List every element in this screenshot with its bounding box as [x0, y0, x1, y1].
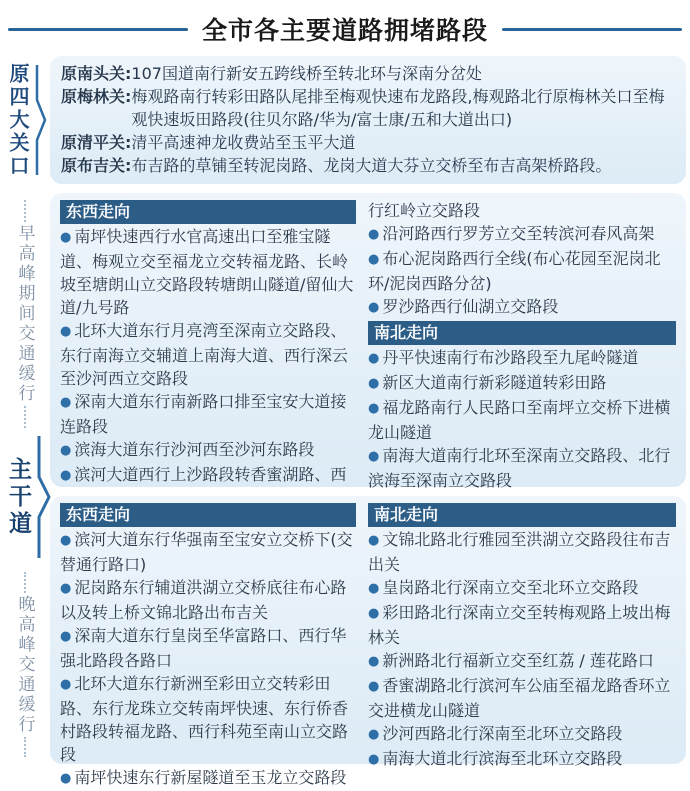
gate-text: 107国道南行新安五跨线桥至转北环与深南分岔处: [131, 64, 482, 83]
road-item: ● 香蜜湖路北行滨河车公庙至福龙路香环立交进横龙山隧道: [368, 674, 676, 722]
road-item: ● 滨河大道西行上沙路段转香蜜湖路、西: [60, 463, 356, 488]
road-item: ● 布心泥岗路西行全线(布心花园至泥岗北环/泥岗西路分岔): [368, 247, 676, 295]
gate-label: 原南头关:: [61, 64, 132, 83]
road-item: ● 沿河路西行罗芳立交至转滨河春风高架: [368, 222, 676, 247]
rail-morning-group: [0, 200, 50, 428]
evening-rail-label: 晚高峰交通缓行: [14, 594, 35, 735]
arterial-rail-label: 主干道: [5, 456, 31, 538]
title-bar: [0, 0, 690, 52]
gate-text: 布吉路的草铺至转泥岗路、龙岗大道大芬立交桥至布吉高架桥路段。: [131, 156, 612, 175]
title-rule-left: [8, 28, 188, 31]
morning-dotted-rule-top: [24, 200, 26, 222]
road-item: ● 福龙路南行人民路口至南坪立交桥下进横龙山隧道: [368, 396, 676, 444]
direction-header-east-west: 东西走向: [60, 503, 356, 527]
road-item: ● 滨海大道东行沙河西至沙河东路段: [60, 438, 356, 463]
gate-text: 梅观路南行转彩田路队尾排至梅观快速布龙路段,梅观路北行原梅林关口至梅观快速坂田路段(往贝尔路/华为/富士康/五和大道出口): [131, 87, 665, 129]
morning-dotted-rule-bottom: [24, 406, 26, 428]
gate-label: 原布吉关:: [61, 156, 132, 175]
main-area: [0, 52, 690, 787]
gates-bracket-icon: [33, 62, 48, 178]
gate-label: 原梅林关:: [61, 87, 132, 106]
gate-row: [61, 154, 675, 177]
rail-gates-group: [4, 60, 48, 180]
road-item: ● 滨河大道东行华强南至宝安立交桥下(交替通行路口): [60, 528, 356, 576]
road-item: ● 深南大道东行南新路口排至宝安大道接连路段: [60, 390, 356, 438]
road-item: ● 南坪快速西行水官高速出口至雅宝隧道、梅观立交至福龙立交转福龙路、长岭坡至塘朗山立交路段转塘朗山隧道/留仙大道/九号路: [60, 225, 356, 319]
gate-text: 清平高速神龙收费站至玉平大道: [131, 133, 356, 152]
gate-row: [61, 131, 675, 154]
rail-evening-group: [0, 572, 50, 757]
evening-right-column: [368, 502, 676, 768]
road-item: ● 罗沙路西行仙湖立交路段: [368, 295, 676, 320]
road-item: ● 深南大道东行皇岗至华富路口、西行华强北路段各路口: [60, 624, 356, 672]
road-item: ● 皇岗路北行深南立交至北环立交路段: [368, 576, 676, 601]
morning-rail-label: 早高峰期间交通缓行: [14, 224, 35, 404]
evening-dotted-rule-bottom: [24, 737, 26, 758]
gate-label: 原清平关:: [61, 133, 132, 152]
road-item: ● 新区大道南行新彩隧道转彩田路: [368, 371, 676, 396]
road-item: ● 南坪快速东行新屋隧道至玉龙立交路段: [60, 766, 356, 791]
road-item-continuation: 行红岭立交路段: [368, 201, 481, 220]
direction-header-east-west: 东西走向: [60, 200, 356, 224]
evening-left-column: [60, 502, 356, 787]
road-item: ● 北环大道东行月亮湾至深南立交路段、东行南海立交辅道上南海大道、西行深云至沙河西立交路段: [60, 319, 356, 390]
road-item: ● 沙河西路北行深南至北环立交路段: [368, 722, 676, 747]
road-item: ● 南海大道南行北环至深南立交路段、北行滨海至深南立交路段: [368, 444, 676, 492]
gates-rail-label: 原四大关口: [6, 62, 30, 178]
gate-row: [61, 62, 675, 85]
road-item: ● 彩田路北行深南立交至转梅观路上坡出梅林关: [368, 601, 676, 649]
road-item: ● 新洲路北行福新立交至红荔 / 莲花路口: [368, 649, 676, 674]
road-item: ● 文锦北路北行雅园至洪湖立交路段往布吉出关: [368, 528, 676, 576]
arterial-brace-icon: [35, 433, 52, 561]
rail-arterial-group: [2, 432, 52, 562]
title-rule-right: [502, 28, 682, 31]
direction-header-north-south: 南北走向: [368, 503, 676, 527]
morning-right-column: [368, 199, 676, 490]
left-rail: [0, 52, 50, 756]
road-item: ● 北环大道东行新洲至彩田立交转彩田路、东行龙珠立交转南坪快速、东行侨香村路段转福龙路、西行科苑至南山立交路段: [60, 672, 356, 766]
content-column: [50, 52, 686, 787]
morning-left-column: [60, 199, 356, 484]
evening-dotted-rule-top: [24, 572, 26, 593]
evening-peak-panel: [50, 496, 686, 787]
direction-header-north-south: 南北走向: [368, 321, 676, 345]
gates-panel: [50, 56, 686, 184]
road-item: ● 泥岗路东行辅道洪湖立交桥底往布心路以及转上桥文锦北路出布吉关: [60, 576, 356, 624]
road-item: ● 丹平快速南行布沙路段至九尾岭隧道: [368, 346, 676, 371]
page-title: 全市各主要道路拥堵路段: [202, 16, 489, 45]
road-item: ● 南海大道北行滨海至北环立交路段: [368, 747, 676, 772]
gate-row: [61, 85, 675, 131]
morning-peak-panel: [50, 193, 686, 490]
